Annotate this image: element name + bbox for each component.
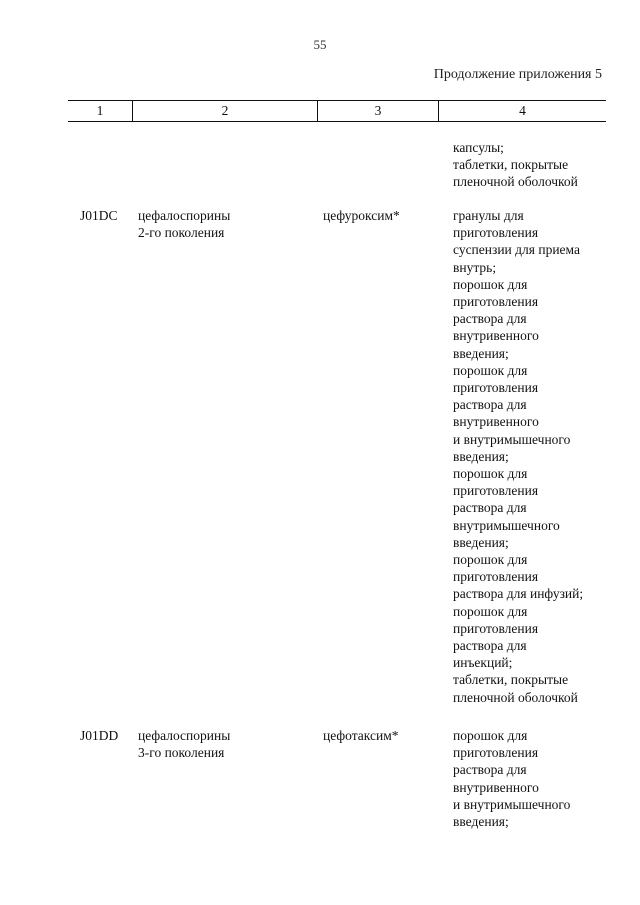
dosage-form-line: таблетки, покрытые: [453, 157, 569, 173]
column-header-1: 1: [96, 103, 104, 118]
dosage-form-line: инъекций;: [453, 655, 513, 671]
group-line: цефалоспорины: [138, 208, 231, 223]
dosage-form-line: порошок для: [453, 466, 528, 482]
dosage-form-line: капсулы;: [453, 140, 504, 155]
dosage-form-line: гранулы для: [453, 208, 524, 223]
column-header-2: 2: [221, 103, 229, 118]
dosage-form-line: введения;: [453, 345, 509, 361]
pharmacological-group: [138, 727, 313, 761]
dosage-form-line: пленочной оболочкой: [453, 689, 578, 705]
dosage-form-line: порошок для: [453, 552, 528, 568]
dosage-forms: [453, 727, 613, 830]
dosage-form-line: порошок для: [453, 276, 528, 292]
dosage-form-line: приготовления: [453, 745, 539, 761]
dosage-form-line: порошок для: [453, 603, 528, 619]
dosage-form-line: порошок для: [453, 362, 528, 378]
continuation-label: Продолжение приложения 5: [433, 67, 602, 82]
dosage-form-line: внутрь;: [453, 259, 497, 275]
group-line: 3-го поколения: [138, 745, 225, 761]
dosage-form-line: приготовления: [453, 294, 539, 310]
table-column-header: [68, 100, 606, 122]
dosage-forms: [453, 139, 613, 191]
dosage-form-line: внутривенного: [453, 414, 539, 430]
page-number: 55: [313, 37, 327, 52]
dosage-form-line: внутримышечного: [453, 517, 560, 533]
dosage-form-line: раствора для: [453, 311, 527, 327]
atc-code: J01DD: [80, 728, 119, 743]
dosage-form-line: приготовления: [453, 620, 539, 636]
dosage-form-line: приготовления: [453, 569, 539, 585]
dosage-form-line: приготовления: [453, 380, 539, 396]
group-line: 2-го поколения: [138, 225, 225, 241]
dosage-form-line: приготовления: [453, 483, 539, 499]
dosage-form-line: раствора для: [453, 762, 527, 778]
dosage-form-line: приготовления: [453, 225, 539, 241]
dosage-form-line: введения;: [453, 448, 509, 464]
dosage-form-line: и внутримышечного: [453, 431, 571, 447]
dosage-form-line: и внутримышечного: [453, 796, 571, 812]
dosage-forms: [453, 207, 613, 706]
dosage-form-line: суспензии для приема: [453, 242, 580, 258]
column-header-4: 4: [519, 103, 526, 118]
pharmacological-group: [138, 207, 313, 241]
dosage-form-line: таблетки, покрытые: [453, 672, 569, 688]
column-header-3: 3: [374, 103, 382, 118]
drug-name: цефотаксим*: [323, 728, 399, 743]
group-line: цефалоспорины: [138, 728, 231, 743]
dosage-form-line: введения;: [453, 814, 509, 830]
dosage-form-line: внутривенного: [453, 779, 539, 795]
atc-code: J01DC: [80, 208, 118, 223]
dosage-form-line: раствора для инфузий;: [453, 586, 584, 602]
dosage-form-line: введения;: [453, 534, 509, 550]
dosage-form-line: внутривенного: [453, 328, 539, 344]
dosage-form-line: пленочной оболочкой: [453, 174, 578, 190]
dosage-form-line: раствора для: [453, 638, 527, 654]
drug-name: цефуроксим*: [323, 208, 400, 223]
dosage-form-line: раствора для: [453, 397, 527, 413]
dosage-form-line: порошок для: [453, 728, 528, 743]
dosage-form-line: раствора для: [453, 500, 527, 516]
